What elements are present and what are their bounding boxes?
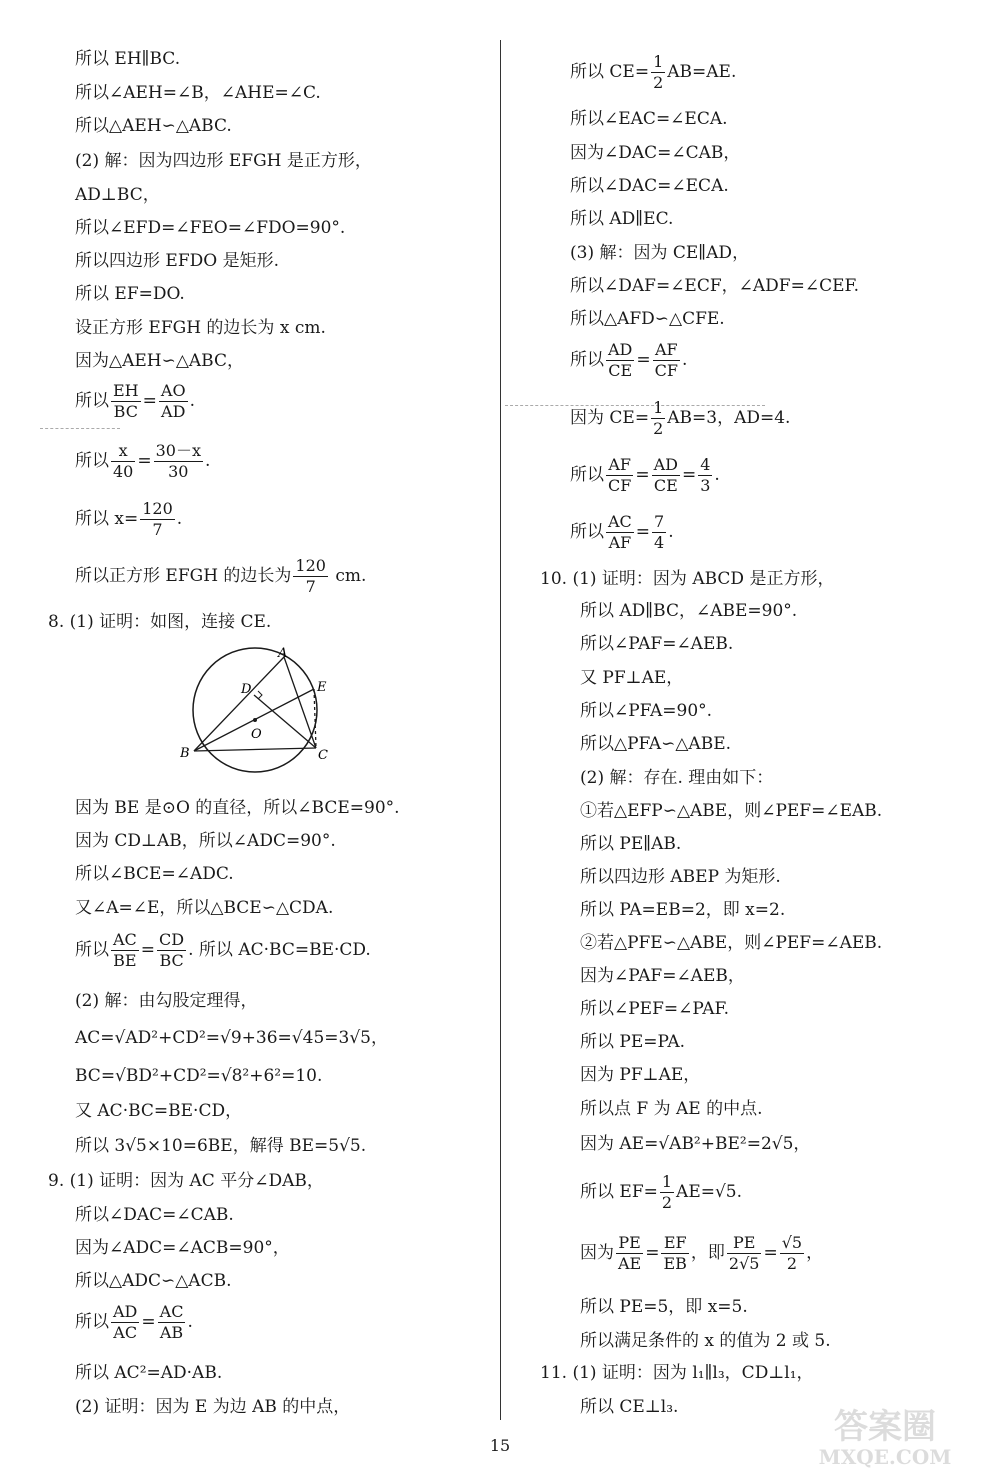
text-line: ②若△PFE∽△ABE，则∠PEF=∠AEB.: [580, 933, 883, 953]
text-line: (3) 解：因为 CE∥AD，: [570, 243, 750, 263]
label-a: A: [278, 646, 288, 661]
watermark-text: 答案圈: [834, 1407, 936, 1447]
fraction-line: 所以 $\frac{AC}{BE}$ = $\frac{CD}{BC}$ . 所以 AC·BC=BE·CD.: [75, 930, 371, 970]
label-e: E: [317, 680, 327, 695]
text-line: ①若△EFP∽△ABE，则∠PEF=∠EAB.: [580, 801, 883, 821]
text-line: (2) 解：因为四边形 EFGH 是正方形，: [75, 151, 372, 171]
watermark-logo: [790, 1400, 980, 1470]
text-line: 所以 3√5×10=6BE，解得 BE=5√5.: [75, 1136, 367, 1156]
scan-mark: [40, 428, 120, 429]
text-line: AC=√AD²+CD²=√9+36=√45=3√5，: [75, 1028, 388, 1048]
text-line: 所以∠PEF=∠PAF.: [580, 999, 730, 1019]
circle-geometry-figure: [180, 645, 340, 775]
watermark-url: MXQE.COM: [818, 1445, 952, 1469]
text-line: 所以 EH∥BC.: [75, 49, 181, 69]
text-line: 所以 PE=PA.: [580, 1032, 686, 1052]
problem-9-header: 9. (1) 证明：因为 AC 平分∠DAB，: [48, 1171, 324, 1191]
fraction-line: 所以 $\frac{AC}{AF}$ = $\frac{7}{4}$ .: [570, 512, 674, 552]
text-line: 所以 PE∥AB.: [580, 834, 682, 854]
text-line: 因为△AEH∽△ABC，: [75, 351, 244, 371]
text-line: 设正方形 EFGH 的边长为 x cm.: [75, 318, 326, 338]
text-line: 因为 AE=√AB²+BE²=2√5，: [580, 1134, 811, 1154]
text-line: BC=√BD²+CD²=√8²+6²=10.: [75, 1066, 323, 1086]
text-line: 所以∠PFA=90°.: [580, 701, 713, 721]
circle-o: [193, 648, 317, 772]
text-line: 所以 CE⊥l₃.: [580, 1397, 679, 1417]
text-line: 所以 EF=DO.: [75, 284, 185, 304]
text-line: 所以 PE=5，即 x=5.: [580, 1297, 748, 1317]
fraction-line: 所以 $\frac{AD}{CE}$ = $\frac{AF}{CF}$ .: [570, 340, 688, 380]
text-line: 所以 AC²=AD·AB.: [75, 1363, 223, 1383]
label-b: B: [180, 746, 190, 761]
fraction-line: 所以 EF= $\frac{1}{2}$ AE=√5.: [580, 1172, 743, 1212]
text-line: 所以∠DAC=∠CAB.: [75, 1205, 234, 1225]
problem-11-header: 11. (1) 证明：因为 l₁∥l₃，CD⊥l₁，: [540, 1363, 814, 1383]
text-line: 所以 PA=EB=2，即 x=2.: [580, 900, 786, 920]
fraction-line: 所以 x= $\frac{120}{7}$ .: [75, 499, 183, 539]
text-line: (2) 解：存在. 理由如下：: [580, 768, 774, 788]
fraction-line: 所以 $\frac{EH}{BC}$ = $\frac{AO}{AD}$ .: [75, 381, 195, 421]
text-line: 所以四边形 EFDO 是矩形.: [75, 251, 279, 271]
text-line: 所以四边形 ABEP 为矩形.: [580, 867, 781, 887]
fraction-line: 因为 CE= $\frac{1}{2}$ AB=3，AD=4.: [570, 398, 791, 438]
text-line: 因为 PF⊥AE，: [580, 1065, 701, 1085]
fraction-line: 所以 CE= $\frac{1}{2}$ AB=AE.: [570, 52, 737, 92]
text-line: 又∠A=∠E，所以△BCE∽△CDA.: [75, 898, 334, 918]
text-line: (2) 证明：因为 E 为边 AB 的中点，: [75, 1397, 351, 1417]
column-divider: [500, 40, 501, 1420]
text-line: 又 PF⊥AE，: [580, 668, 684, 688]
page-number: 15: [489, 1436, 511, 1455]
fraction-line: 所以正方形 EFGH 的边长为 $\frac{120}{7}$ cm.: [75, 556, 367, 596]
label-d: D: [241, 682, 252, 697]
fraction-line: 所以 $\frac{AD}{AC}$ = $\frac{AC}{AB}$ .: [75, 1302, 193, 1342]
problem-8-header: 8. (1) 证明：如图，连接 CE.: [48, 612, 272, 632]
text-line: 因为∠ADC=∠ACB=90°，: [75, 1238, 290, 1258]
fraction-line: 因为 $\frac{PE}{AE}$ = $\frac{EF}{EB}$ ，即 $\frac{PE}{2√5}$ = $\frac{√5}{2}$ ，: [580, 1233, 824, 1273]
text-line: 所以△ADC∽△ACB.: [75, 1271, 232, 1291]
label-c: C: [318, 748, 328, 763]
fraction-line: 所以 $\frac{x}{40}$ = $\frac{30-x}{30}$ .: [75, 441, 211, 481]
text-line: 所以△PFA∽△ABE.: [580, 734, 732, 754]
text-line: 所以满足条件的 x 的值为 2 或 5.: [580, 1331, 831, 1351]
text-line: 因为∠PAF=∠AEB，: [580, 966, 745, 986]
fraction-line: 所以 $\frac{AF}{CF}$ = $\frac{AD}{CE}$ = $\frac{4}{3}$ .: [570, 455, 720, 495]
label-o: O: [251, 727, 262, 742]
text-line: 因为∠DAC=∠CAB，: [570, 143, 741, 163]
text-line: 所以△AEH∽△ABC.: [75, 116, 232, 136]
text-line: 所以∠EFD=∠FEO=∠FDO=90°.: [75, 218, 346, 238]
text-line: 所以∠AEH=∠B，∠AHE=∠C.: [75, 83, 321, 103]
right-angle-mark: [258, 691, 262, 699]
problem-10-header: 10. (1) 证明：因为 ABCD 是正方形，: [540, 569, 835, 589]
text-line: 所以∠DAF=∠ECF，∠ADF=∠CEF.: [570, 276, 860, 296]
text-line: 所以∠BCE=∠ADC.: [75, 864, 234, 884]
text-line: 又 AC·BC=BE·CD，: [75, 1101, 243, 1121]
text-line: 所以∠PAF=∠AEB.: [580, 634, 734, 654]
text-line: 因为 CD⊥AB，所以∠ADC=90°.: [75, 831, 336, 851]
text-line: 所以点 F 为 AE 的中点.: [580, 1099, 763, 1119]
segment-bc: [194, 748, 316, 751]
text-line: 所以△AFD∽△CFE.: [570, 309, 725, 329]
text-line: 所以∠DAC=∠ECA.: [570, 176, 729, 196]
text-line: 所以 AD∥EC.: [570, 209, 674, 229]
text-line: 因为 BE 是⊙O 的直径，所以∠BCE=90°.: [75, 798, 400, 818]
text-line: 所以 AD∥BC，∠ABE=90°.: [580, 601, 798, 621]
center-point: [253, 718, 257, 722]
text-line: (2) 解：由勾股定理得，: [75, 991, 258, 1011]
text-line: 所以∠EAC=∠ECA.: [570, 109, 728, 129]
text-line: AD⊥BC，: [75, 185, 160, 205]
